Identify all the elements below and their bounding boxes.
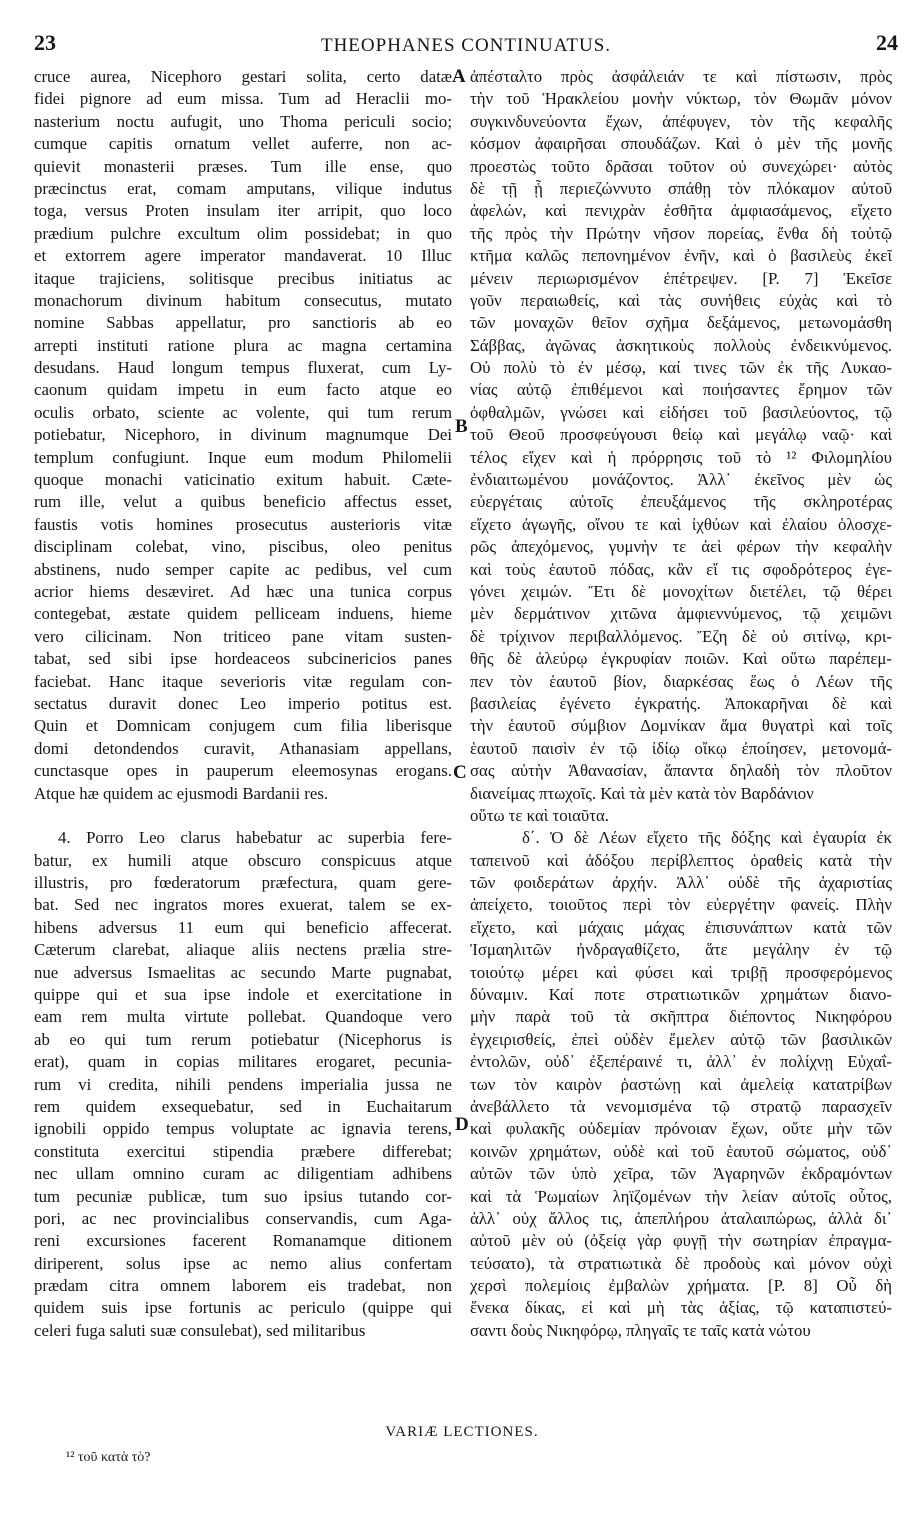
latin-line: itaque trajiciens, solitisque precibus initiatus ac xyxy=(34,268,452,288)
greek-line: Οὐ πολὺ τὸ ἐν μέσῳ, καί τινες τῶν ἐκ τῆς Λυκαο- xyxy=(470,358,892,378)
latin-line: vero cilicinam. Non triticeo pane vitam susten- xyxy=(34,626,452,646)
greek-line: μὲν δερμάτινον χιτῶνα ἀμφιεννύμενος, τῷ χειμῶνι xyxy=(470,604,892,624)
greek-column xyxy=(470,66,892,1342)
latin-line: constituta exercitui stipendia præbere differebat; xyxy=(34,1141,452,1161)
latin-line: desudans. Haud longum tempus fluxerat, cum Ly- xyxy=(34,358,452,378)
greek-line: τεύσατο), τὰ στρατιωτικὰ δὲ προδοὺς καὶ μόνον οὐχὶ xyxy=(470,1253,892,1273)
greek-line: συγκινδυνεύοντα ἔχων, ἀπέφυγεν, τὸν τῆς κεφαλῆς xyxy=(470,111,892,131)
greek-line: πεν τὸν ἑαυτοῦ βίον, διαρκέσας ἕως ὁ Λέων τῆς xyxy=(470,671,892,691)
latin-line: fidei pignore ad eum missa. Tum ad Heraclii mo- xyxy=(34,89,452,109)
greek-line: οὕτω τε καὶ τοιαῦτα. xyxy=(470,805,609,825)
margin-marker-a: A xyxy=(452,66,466,87)
greek-line: τοιούτῳ μέρει καὶ φύσει καὶ τριβῇ προσφερόμενος xyxy=(470,962,892,982)
greek-line: εὐεργέταις αὐτοῖς ἐπευξάμενος τῆς σκληροτέρας xyxy=(470,492,892,512)
greek-line: τῶν φοιδεράτων ἀρχήν. Ἀλλ᾽ οὐδὲ τῆς ἀχαριστίας xyxy=(470,873,892,893)
greek-line: ἀφελών, καὶ πενιχρὰν ἐσθῆτα ἀμφιασάμενος, εἴχετο xyxy=(470,201,892,221)
latin-line: nasterium noctu aufugit, uno Thoma periculi socio; xyxy=(34,111,452,131)
latin-line: sectatus duravit donec Leo imperio potitus est. xyxy=(34,693,452,713)
latin-line: bat. Sed nec ingratos mores exuerat, talem se ex- xyxy=(34,895,452,915)
greek-line: Ἰσμαηλιτῶν ἠνδραγαθίζετο, ἅτε μεγάλην ἐν τῷ xyxy=(470,940,892,960)
latin-line: potiebatur, Nicephoro, in divinum magnumque Dei xyxy=(34,425,452,445)
latin-line: toga, versus Proten insulam iter arripit, quo loco xyxy=(34,201,452,221)
latin-line: ab eo qui tum rerum potiebatur (Nicephorus is xyxy=(34,1029,452,1049)
greek-line: σας αὐτὴν Ἀθανασίαν, ἅπαντα δηλαδὴ τὸν πλοῦτον xyxy=(470,761,892,781)
greek-line: μένειν περιωρισμένον ἐπέτρεψεν. [P. 7] Ἐκεῖσε xyxy=(470,268,892,288)
latin-line: arrepti instituti ratione plura ac magna certamina xyxy=(34,335,452,355)
variae-lectiones-heading: VARIÆ LECTIONES. xyxy=(385,1424,539,1440)
latin-line: tabat, sed sibi ipse hordeaceos subcinericios panes xyxy=(34,649,452,669)
greek-line: των τὸν καιρὸν ῥαστώνῃ καὶ ἀμελείᾳ κατατρίβων xyxy=(470,1074,892,1094)
latin-line: quidem suis ipse fortunis ac periculo (quippe qui xyxy=(34,1298,452,1318)
latin-line: caonum quidam impetu in eum facto atque eo xyxy=(34,380,452,400)
greek-line: καὶ φυλακῆς οὐδεμίαν πρόνοιαν ἔχων, οὔτε μὴν τῶν xyxy=(470,1119,892,1139)
latin-line: disciplinam colebat, vino, piscibus, oleo penitus xyxy=(34,537,452,557)
greek-line: βασιλείας ἐγένετο ἐγκρατής. Ἀποκαρῆναι δὲ καὶ xyxy=(470,693,892,713)
margin-marker-b: B xyxy=(455,416,468,437)
latin-line: templum confugiunt. Inque eum modum Philomelii xyxy=(34,447,452,467)
greek-line: καὶ τοὺς ἑαυτοῦ πόδας, κἂν εἴ τις σφοδρότερος ἐγε- xyxy=(470,559,892,579)
latin-line: reni excursiones facerent Romanamque ditionem xyxy=(34,1231,452,1251)
latin-line: pori, ac nec provincialibus conservandis, cum Aga- xyxy=(34,1208,452,1228)
latin-line: nue adversus Ismaelitas ac secundo Marte pugnabat, xyxy=(34,962,452,982)
latin-line: prædium pulchre excultum olim possidebat; in quo xyxy=(34,223,452,243)
greek-line: τὴν τοῦ Ἡρακλείου μονὴν νύκτωρ, τὸν Θωμᾶν μόνον xyxy=(470,89,892,109)
margin-marker-c: C xyxy=(453,762,467,783)
latin-line: 4. Porro Leo clarus habebatur ac superbia fere- xyxy=(58,828,452,848)
latin-line: Quin et Domnicam conjugem cum filia liberisque xyxy=(34,716,452,736)
running-title: THEOPHANES CONTINUATUS. xyxy=(320,35,612,56)
greek-line: ταπεινοῦ καὶ ἀδόξου περίβλεπτος ὁραθεὶς κατὰ τὴν xyxy=(470,850,892,870)
latin-line: illustris, pro fœderatorum præfectura, quam gere- xyxy=(34,873,452,893)
greek-line: δὲ τῇ ᾗ περιεζώννυτο σπάθῃ τὸν πλόκαμον αὐτοῦ xyxy=(470,178,892,198)
greek-line: δύναμιν. Καί ποτε στρατιωτικῶν χρημάτων διανο- xyxy=(470,985,892,1005)
greek-line: ἑαυτοῦ παισὶν ἐν τῷ ἰδίῳ οἴκῳ ἐποίησεν, μετονομά- xyxy=(470,738,892,758)
greek-line: τέλος εἴχεν καὶ ἡ πρόρρησις τοῦ τὸ ¹² Φιλομηλίου xyxy=(470,447,892,467)
greek-line: ἐνδιαιτωμένου μονάζοντος. Ἀλλ᾽ ἐκεῖνος μὲν ὡς xyxy=(470,470,892,490)
greek-line: θῆς δὲ ἀλεύρῳ ἐγκρυφίαν ποιῶν. Καὶ οὕτω παρέπεμ- xyxy=(470,649,892,669)
latin-line: ignobili oppido tempus voluptate ac ignavia terens, xyxy=(34,1119,452,1139)
latin-line: quievit monasterii præses. Tum ille ense, quo xyxy=(34,156,452,176)
latin-line: cruce aurea, Nicephoro gestari solita, certo datæ xyxy=(34,67,452,86)
latin-line: rum ille, velut a quibus beneficio affectus esset, xyxy=(34,492,452,512)
latin-line: faustis votis homines prosecutus austerioris vitæ xyxy=(34,514,452,534)
greek-line: δὲ τρίχινον περιβαλλόμενος. Ἔζη δὲ οὐ σιτίνῳ, κρι- xyxy=(470,626,892,646)
right-page-number: 24 xyxy=(876,30,898,55)
latin-line: monachorum divinum habitum consecutus, mutato xyxy=(34,290,452,310)
latin-line xyxy=(34,805,452,827)
latin-line: celeri fuga saluti suæ consulebat), sed militaribus xyxy=(34,1320,366,1340)
latin-line: domi detondendos curavit, Athanasiam appellans, xyxy=(34,738,452,758)
greek-line: κοινῶν χρημάτων, οὐδὲ καὶ τοῦ ἑαυτοῦ σώματος, οὐδ᾽ xyxy=(470,1141,892,1161)
greek-line: τοῦ Θεοῦ προσφεύγουσι θείῳ καὶ μεγάλῳ ναῷ· καὶ xyxy=(470,425,892,445)
greek-line: προεστὼς τοῦτο δρᾶσαι τοῦτον οὐ συνεχώρει· αὐτὸς xyxy=(470,156,892,176)
greek-line: ἀνεβάλλετο τὰ νενομισμένα τῷ στρατῷ παρασχεῖν xyxy=(470,1096,892,1116)
greek-line: ἀπέσταλτο πρὸς ἀσφάλειάν τε καὶ πίστωσιν, πρὸς xyxy=(470,67,892,86)
greek-line: ἐγχειρισθείς, ἐπεὶ οὐδὲν ἔμελεν αὐτῷ τῶν βασιλικῶν xyxy=(470,1029,892,1049)
latin-line: nomine Sabbas appellatur, pro sanctioris ab eo xyxy=(34,313,452,333)
greek-line: εἴχετο ἀγωγῆς, οἴνου τε καὶ ἰχθύων καὶ ἐλαίου ὁλοσχε- xyxy=(470,514,892,534)
latin-line: quoque monachi vaticinatio exitum habuit. Cæte- xyxy=(34,470,452,490)
greek-line: ὀφθαλμῶν, γνώσει καὶ εἰδήσει τοῦ βασιλεύοντος, τῷ xyxy=(470,402,892,422)
latin-line: eam rem multa virtute pollebat. Quandoque vero xyxy=(34,1007,452,1027)
greek-line: αὐτοῦ μὲν οὐ (ὀξείᾳ γὰρ φυγῇ τὴν σωτηρίαν ἐπραγμα- xyxy=(470,1231,892,1251)
latin-line: tum pecuniæ publicæ, tum suo ipsius tutando cor- xyxy=(34,1186,452,1206)
greek-line: Σάββας, ἀγῶνας ἀσκητικοὺς πολλοὺς ἐνδεικνύμενος. xyxy=(470,335,892,355)
greek-line: τὴν ἑαυτοῦ σύμβιον Δομνίκαν ἅμα θυγατρὶ καὶ τοῖς xyxy=(470,716,892,736)
greek-line: εἴχετο, καὶ μάχαις μάχας ἐπισυνάπτων κατὰ τῶν xyxy=(470,917,892,937)
greek-line: διανείμας πτωχοῖς. Καὶ τὰ μὲν κατὰ τὸν Βαρδάνιον xyxy=(470,783,814,803)
latin-line: hibens adversus 11 eum qui beneficio affecerat. xyxy=(34,917,452,937)
greek-line: νίας αὐτῷ ἐπιθέμενοι καὶ ποιήσαντες ἔρημον τῶν xyxy=(470,380,892,400)
latin-line: prædam citra omnem laborem eis tradebat, non xyxy=(34,1276,452,1296)
greek-line: ἐντολῶν, οὐδ᾽ ἐξεπέραινέ τι, ἀλλ᾽ ἐν πολίχνῃ Εὐχαΐ- xyxy=(470,1052,892,1072)
greek-line: ἀπείχετο, τοιοῦτος περὶ τὸν εὐεργέτην φανείς. Πλὴν xyxy=(470,895,892,915)
greek-line: ἀλλ᾽ οὐχ ἄλλος τις, ἀπεπλήρου ἀταλαιπώρως, ἀλλὰ δι᾽ xyxy=(470,1208,892,1228)
latin-line: cunctasque opes in pauperum eleemosynas erogans. xyxy=(34,761,452,781)
latin-line: faciebat. Hanc itaque severioris vitæ regulam con- xyxy=(34,671,452,691)
latin-line: rum vi credita, nihili pendens imperialia jussa ne xyxy=(34,1074,452,1094)
greek-line: κόσμον ἀφαιρῆσαι σπουδάζων. Καὶ ὁ μὲν τῆς μονῆς xyxy=(470,134,892,154)
greek-line: αὐτῶν τῶν ὑπὸ χεῖρα, τῶν Ἀγαρηνῶν ἐκδραμόντων xyxy=(470,1164,892,1184)
greek-line: καὶ τὰ Ῥωμαίων ληϊζομένων τὴν λείαν αὐτοῖς οὗτος, xyxy=(470,1186,892,1206)
latin-line: præcinctus erat, comam amputans, vilique indutus xyxy=(34,178,452,198)
greek-line: ἕνεκα δίκας, εἰ καὶ μὴ τὰς ἀξίας, τῷ καταπιστεύ- xyxy=(470,1298,892,1318)
greek-line: δ΄. Ὁ δὲ Λέων εἴχετο τῆς δόξης καὶ ἐγαυρία ἐκ xyxy=(522,828,892,848)
greek-line: τῶν μοναχῶν θεῖον σχῆμα δεξάμενος, μετωνομάσθη xyxy=(470,313,892,333)
left-page-number: 23 xyxy=(34,30,56,55)
footnote: ¹² τοῦ κατὰ τὸ? xyxy=(66,1450,151,1465)
latin-line: Cæterum clarebat, aliaque aliis nectens prælia stre- xyxy=(34,940,452,960)
greek-line: σαντι δοὺς Νικηφόρῳ, πληγαῖς τε ταῖς κατὰ νώτου xyxy=(470,1320,811,1340)
latin-line: contegebat, æstate quidem pelliceam induens, hieme xyxy=(34,604,452,624)
greek-line: γοῦν περαιωθείς, καὶ τὰς συνήθεις εὐχὰς καὶ τὸ xyxy=(470,290,892,310)
latin-line: rem quidem exsequebatur, sed in Euchaitarum xyxy=(34,1096,452,1116)
latin-line: cumque capitis ornatum vellet auferre, non ac- xyxy=(34,134,452,154)
page-header xyxy=(34,30,898,64)
latin-line: acrior hiems desæviret. Ad hæc una tunica corpus xyxy=(34,581,452,601)
latin-line: abstinens, nudo semper capite ac pedibus, vel cum xyxy=(34,559,452,579)
greek-line: γόνει χειμών. Ἔτι δὲ μονοχίτων διετέλει, τῷ θέρει xyxy=(470,581,892,601)
latin-line: nec ullam omnino curam ac diligentiam adhibens xyxy=(34,1164,452,1184)
latin-line: Atque hæ quidem ac ejusmodi Bardanii res. xyxy=(34,783,329,803)
latin-column xyxy=(34,66,452,1342)
latin-line: oculis orbato, sciente ac volente, qui tum rerum xyxy=(34,402,452,422)
latin-line: et extorrem agere imperator mandaverat. 10 Illuc xyxy=(34,246,452,266)
greek-line: χερσὶ πολεμίοις ἐμβαλὼν χρήματα. [P. 8] Οὗ δὴ xyxy=(470,1276,892,1296)
greek-line: μὴν παρὰ τοῦ τὰ σκῆπτρα διέποντος Νικηφόρου xyxy=(470,1007,892,1027)
margin-marker-d: D xyxy=(455,1114,469,1135)
latin-line: batur, ex humili atque obscuro conspicuus atque xyxy=(34,850,452,870)
latin-line: erat), quam in copias militares erogaret, pecunia- xyxy=(34,1052,452,1072)
latin-line: diriperent, solus ipse ac nemo alius confertam xyxy=(34,1253,452,1273)
greek-line: τῆς πρὸς τὴν Πρώτην νῆσον πορείας, ἔνθα δὴ τοὐτῷ xyxy=(470,223,892,243)
greek-line: κτῆμα καλῶς πεπονημένον ἐνῆν, καὶ ὁ βασιλεὺς ἐκεῖ xyxy=(470,246,892,266)
greek-line: ρῶς ἀπεχόμενος, γυμνὴν τε ἀεὶ φέρων τὴν κεφαλὴν xyxy=(470,537,892,557)
latin-line: quippe qui et sua ipse indole et exercitatione in xyxy=(34,985,452,1005)
